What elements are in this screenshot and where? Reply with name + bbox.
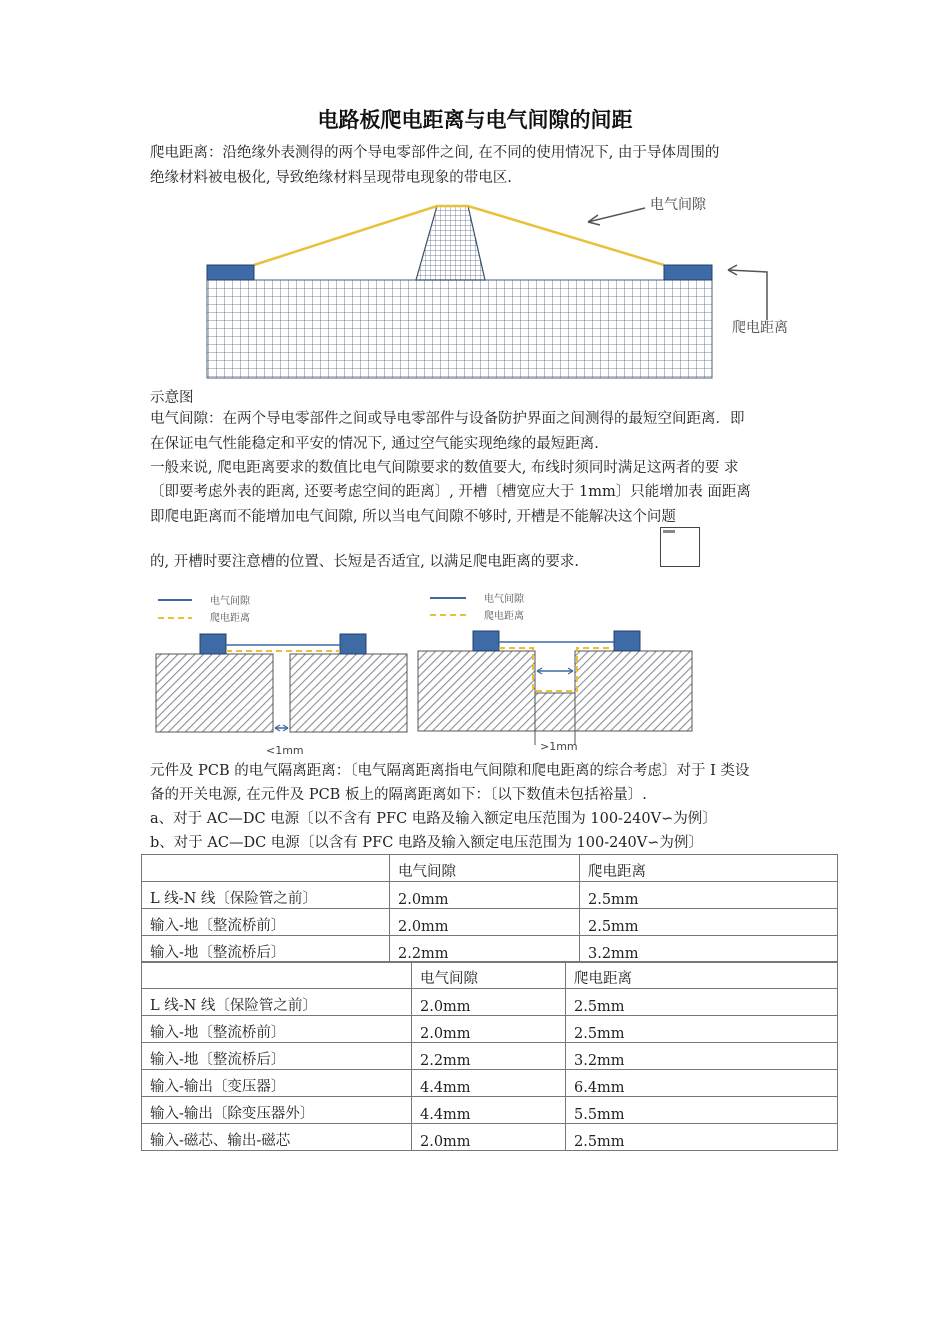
diagram2-left-legend-solid: 电气间隙	[210, 596, 250, 607]
table-row	[142, 1016, 838, 1043]
table-row	[142, 936, 838, 963]
table-cell: L 线-N 线〔保险管之前〕	[142, 882, 390, 909]
table-cell: 输入-地〔整流桥后〕	[142, 936, 390, 963]
diagram1-board	[207, 206, 767, 378]
clearance-definition-line-1: 电气间隙：在两个导电零部件之间或导电零部件与设备防护界面之间测得的最短空间距离．即	[150, 411, 745, 427]
isolation-distance-line-2: 备的开关电源, 在元件及 PCB 板上的隔离距离如下：〔以下数值未包括裕量〕.	[150, 787, 647, 803]
table-row	[142, 909, 838, 936]
table-cell: 2.5mm	[566, 989, 838, 1016]
creepage-definition-line-1: 爬电距离：沿绝缘外表测得的两个导电零部件之间, 在不同的使用情况下, 由于导体周围的	[150, 145, 720, 161]
diagram2-right-legend-dashed: 爬电距离	[484, 611, 524, 622]
table-cell: 输入-地〔整流桥前〕	[142, 1016, 412, 1043]
table-cell: 输入-输出〔除变压器外〕	[142, 1097, 412, 1124]
isolation-table-1	[141, 854, 838, 963]
diagram2-right-legend-solid: 电气间隙	[484, 594, 524, 605]
table-cell: 输入-地〔整流桥后〕	[142, 1043, 412, 1070]
table-row	[142, 1124, 838, 1151]
page-title: 电路板爬电距离与电气间隙的间距	[317, 108, 633, 132]
diagram2-right-dimension: >1mm	[540, 740, 578, 753]
table-cell: 6.4mm	[566, 1070, 838, 1097]
diagram2-left-board	[156, 600, 407, 732]
table-cell: 3.2mm	[566, 1043, 838, 1070]
table-header-cell: 电气间隙	[412, 962, 566, 989]
table-header-cell: 爬电距离	[566, 962, 838, 989]
item-b: b、对于 AC—DC 电源〔以含有 PFC 电路及输入额定电压范围为 100-240V∽为例〕	[150, 835, 703, 851]
table-cell: 3.2mm	[580, 936, 838, 963]
diagram2-right-board	[418, 598, 692, 745]
table-cell: 2.2mm	[390, 936, 580, 963]
table-header-row	[142, 855, 838, 882]
isolation-distance-line-1: 元件及 PCB 的电气隔离距离：〔电气隔离距离指电气间隙和爬电距离的综合考虑〕对于 I 类设	[150, 763, 750, 779]
table-header-cell: 电气间隙	[390, 855, 580, 882]
paragraph-3-line-1: 一般来说, 爬电距离要求的数值比电气间隙要求的数值要大, 布线时须同时满足这两者的要 求	[150, 460, 739, 476]
table-cell: 2.5mm	[580, 882, 838, 909]
diagram1-creepage-label: 爬电距离	[732, 320, 788, 336]
diagram2-left-dimension: <1mm	[266, 744, 304, 757]
table-cell: 2.0mm	[412, 989, 566, 1016]
paragraph-3-line-3: 即爬电距离而不能增加电气间隙, 所以当电气间隙不够时, 开槽是不能解决这个问题	[150, 509, 676, 525]
table-cell: 2.0mm	[390, 909, 580, 936]
table-cell: 2.5mm	[580, 909, 838, 936]
table-cell: 5.5mm	[566, 1097, 838, 1124]
table-cell: 2.5mm	[566, 1016, 838, 1043]
table-cell: L 线-N 线〔保险管之前〕	[142, 989, 412, 1016]
table-header-cell	[142, 855, 390, 882]
isolation-table-2	[141, 961, 838, 1151]
paragraph-3-line-2: 〔即要考虑外表的距离, 还要考虑空间的距离〕, 开槽〔槽宽应大于 1mm〕只能增加表 面距离	[150, 484, 751, 500]
table-row	[142, 1070, 838, 1097]
paragraph-3-line-4: 的, 开槽时要注意槽的位置、长短是否适宜, 以满足爬电距离的要求.	[150, 554, 580, 570]
table-cell: 输入-输出〔变压器〕	[142, 1070, 412, 1097]
table-cell: 2.5mm	[566, 1124, 838, 1151]
table-header-cell: 爬电距离	[580, 855, 838, 882]
diagram-caption: 示意图	[150, 390, 194, 406]
item-a: a、对于 AC—DC 电源〔以不含有 PFC 电路及输入额定电压范围为 100-240V∽为例〕	[150, 811, 717, 827]
table-row	[142, 882, 838, 909]
clearance-definition-line-2: 在保证电气性能稳定和平安的情况下, 通过空气能实现绝缘的最短距离.	[150, 436, 599, 452]
table-cell: 4.4mm	[412, 1070, 566, 1097]
table-row	[142, 1043, 838, 1070]
table-header-cell	[142, 962, 412, 989]
table-cell: 4.4mm	[412, 1097, 566, 1124]
diagram1-clearance-label: 电气间隙	[650, 197, 706, 213]
diagram2-left-legend-dashed: 爬电距离	[210, 613, 250, 624]
table-header-row	[142, 962, 838, 989]
table-cell: 2.0mm	[390, 882, 580, 909]
table-cell: 2.2mm	[412, 1043, 566, 1070]
table-cell: 2.0mm	[412, 1124, 566, 1151]
table-cell: 输入-磁芯、输出-磁芯	[142, 1124, 412, 1151]
table-cell: 2.0mm	[412, 1016, 566, 1043]
table-cell: 输入-地〔整流桥前〕	[142, 909, 390, 936]
table-row	[142, 1097, 838, 1124]
creepage-definition-line-2: 绝缘材料被电极化, 导致绝缘材料呈现带电现象的带电区.	[150, 170, 512, 186]
embedded-thumbnail-image	[660, 527, 700, 567]
table-row	[142, 989, 838, 1016]
